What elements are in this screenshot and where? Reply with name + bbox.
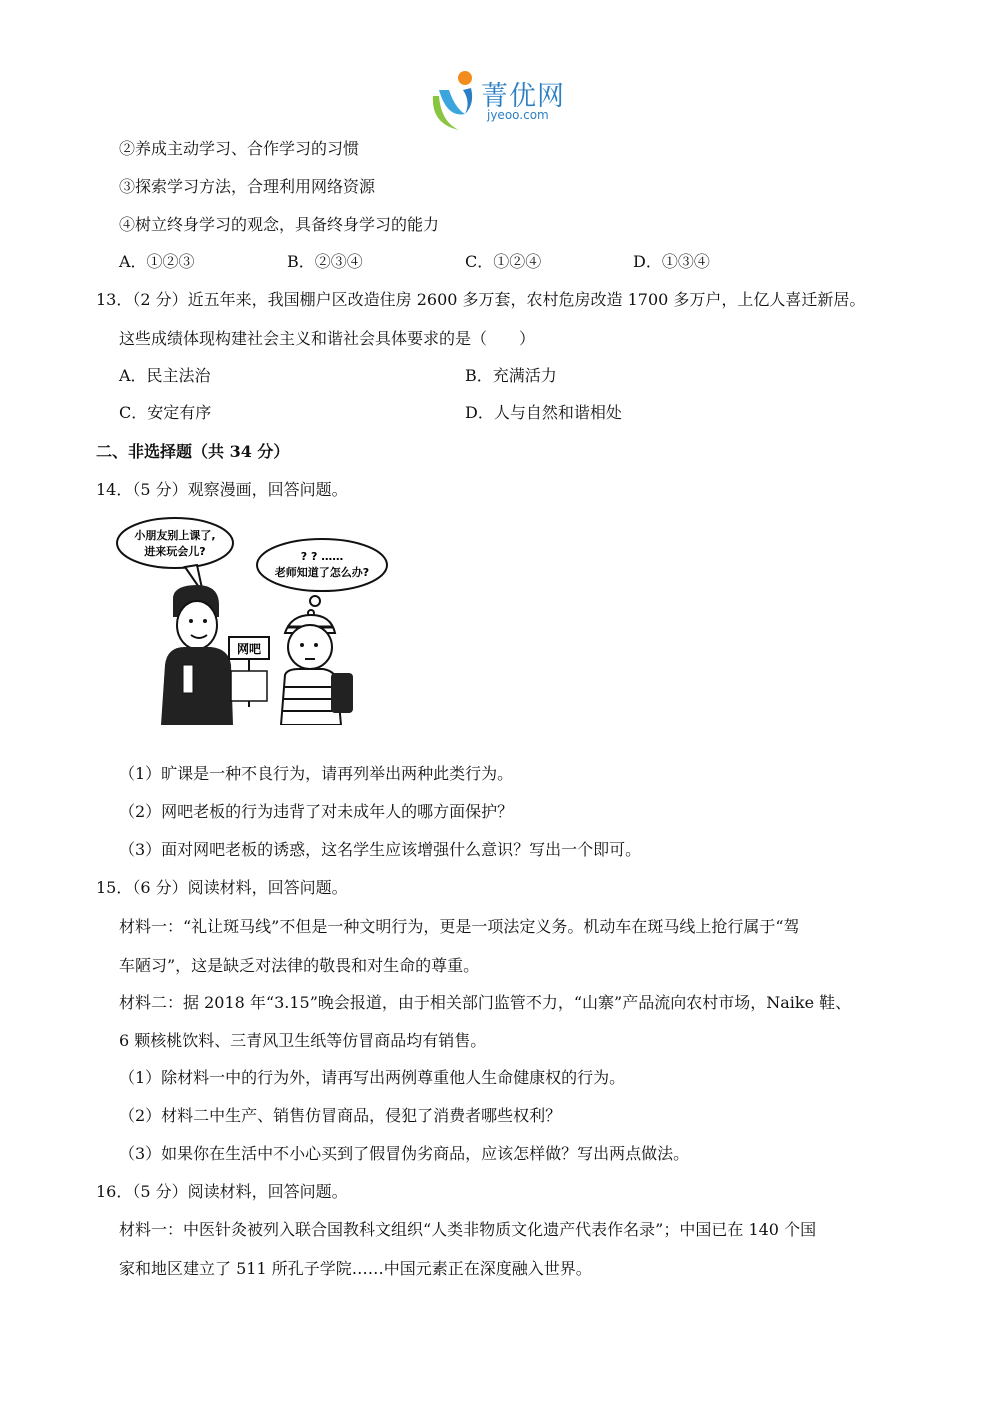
jyeoo-logo	[425, 68, 585, 134]
q12-option-b: B．②③④	[287, 252, 363, 271]
q12-option-a: A．①②③	[119, 252, 195, 271]
q14-cartoon	[115, 515, 405, 725]
bubble-2-line-2: 老师知道了怎么办?	[274, 566, 370, 579]
q16-material-1-line-1: 材料一：中医针灸被列入联合国教科文组织“人类非物质文化遗产代表作名录”；中国已在 140 个国	[119, 1220, 817, 1239]
q15-material-1-line-1: 材料一：“礼让斑马线”不但是一种文明行为，更是一项法定义务。机动车在斑马线上抢行属于“驾	[119, 917, 800, 936]
q12-item-4: ④树立终身学习的观念，具备终身学习的能力	[119, 215, 440, 234]
logo-domain: jyeoo.com	[487, 108, 549, 122]
q14-sub-3: （3）面对网吧老板的诱惑，这名学生应该增强什么意识？写出一个即可。	[119, 840, 642, 859]
q12-option-d: D．①③④	[633, 252, 710, 271]
q15-sub-3: （3）如果你在生活中不小心买到了假冒伪劣商品，应该怎样做？写出两点做法。	[119, 1144, 690, 1163]
q14-sub-2: （2）网吧老板的行为违背了对未成年人的哪方面保护？	[119, 802, 514, 821]
q12-item-2: ②养成主动学习、合作学习的习惯	[119, 139, 360, 158]
q15-sub-2: （2）材料二中生产、销售仿冒商品，侵犯了消费者哪些权利？	[119, 1106, 562, 1125]
q13-option-d: D．人与自然和谐相处	[465, 403, 622, 422]
bubble-1-line-2: 进来玩会儿?	[144, 545, 206, 558]
bubble-2-line-1: ? ? ……	[300, 550, 344, 563]
q13-option-c: C．安定有序	[119, 403, 212, 422]
q12-option-c: C．①②④	[465, 252, 542, 271]
q15-material-1-line-2: 车陋习”，这是缺乏对法律的敬畏和对生命的尊重。	[119, 956, 480, 975]
q13-option-b: B．充满活力	[465, 366, 557, 385]
q13-option-a: A．民主法治	[119, 366, 211, 385]
q15-stem: 15．（6 分）阅读材料，回答问题。	[96, 878, 348, 897]
q16-stem: 16．（5 分）阅读材料，回答问题。	[96, 1182, 348, 1201]
logo-name: 菁优网	[481, 81, 565, 112]
q12-item-3: ③探索学习方法，合理利用网络资源	[119, 177, 376, 196]
q13-stem-2: 这些成绩体现构建社会主义和谐社会具体要求的是（ ）	[119, 329, 536, 348]
q14-sub-1: （1）旷课是一种不良行为，请再列举出两种此类行为。	[119, 764, 514, 783]
q13-stem: 13．（2 分）近五年来，我国棚户区改造住房 2600 多万套，农村危房改造 1700 多万户，上亿人喜迁新居。	[96, 290, 866, 309]
cartoon-sign: 网吧	[236, 642, 262, 656]
q15-sub-1: （1）除材料一中的行为外，请再写出两例尊重他人生命健康权的行为。	[119, 1068, 626, 1087]
q15-material-2-line-2: 6 颗核桃饮料、三青风卫生纸等仿冒商品均有销售。	[119, 1031, 487, 1050]
q16-material-1-line-2: 家和地区建立了 511 所孔子学院……中国元素正在深度融入世界。	[119, 1259, 592, 1278]
q14-stem: 14．（5 分）观察漫画，回答问题。	[96, 480, 348, 499]
bubble-1-line-1: 小朋友别上课了,	[134, 529, 216, 542]
section-2-title: 二、非选择题（共 34 分）	[96, 442, 290, 461]
q15-material-2-line-1: 材料二：据 2018 年“3.15”晚会报道，由于相关部门监管不力，“山寨”产品流向农村市场，Naike 鞋、	[119, 993, 852, 1012]
jyeoo-logo-icon	[425, 68, 485, 134]
